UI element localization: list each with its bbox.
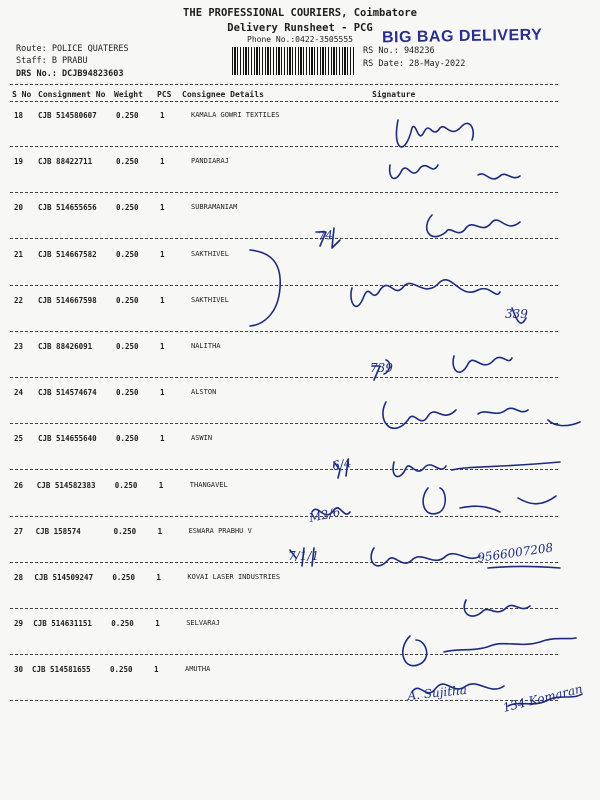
column-header-consignee: Consignee Details [182, 90, 264, 99]
row-divider [10, 516, 558, 517]
row-divider [10, 423, 558, 424]
row-weight: 0.250 [111, 619, 134, 629]
handwritten-note: A. Sujitha [406, 682, 468, 703]
row-divider [10, 285, 558, 286]
row-consignment-no: CJB 514655656 [38, 203, 97, 213]
row-consignee: SELVARAJ [186, 619, 220, 628]
handwritten-note: 739 [370, 361, 393, 375]
column-header-consignment: Consignment No [38, 90, 106, 99]
row-weight: 0.250 [112, 573, 135, 582]
staff-label: Staff: B PRABU [16, 56, 88, 66]
row-pcs: 1 [160, 342, 165, 351]
row-sno: 27 [14, 526, 24, 536]
row-pcs: 1 [160, 203, 165, 213]
row-weight: 0.250 [114, 480, 138, 490]
row-weight: 0.250 [116, 249, 139, 259]
table-row [0, 293, 600, 341]
barcode-image [232, 47, 354, 75]
row-pcs: 1 [160, 249, 165, 259]
row-consignment-no: CJB 514574674 [38, 388, 97, 398]
row-pcs: 1 [160, 434, 165, 444]
handwritten-note: M2/6 [307, 504, 342, 525]
row-sno: 25 [14, 434, 24, 444]
row-pcs: 1 [160, 295, 165, 305]
handwritten-note: 74 [317, 227, 334, 243]
row-consignment-no: CJB 514667582 [38, 249, 97, 259]
runsheet-meta-left [16, 43, 129, 80]
row-consignee: SAKTHIVEL [191, 295, 229, 304]
table-row [0, 524, 600, 572]
row-weight: 0.250 [116, 434, 139, 444]
row-weight: 0.250 [116, 295, 139, 305]
row-consignee: AMUTHA [185, 665, 211, 674]
handwritten-note: 9566007208 [476, 540, 555, 565]
table-row [0, 247, 600, 295]
table-row [0, 108, 600, 156]
row-consignee: THANGAVEL [189, 480, 228, 489]
row-consignment-no: CJB 158574 [35, 526, 81, 536]
row-consignment-no: CJB 514631151 [33, 619, 92, 629]
row-consignee: KOVAI LASER INDUSTRIES [187, 573, 281, 581]
phone-number: Phone No.:0422-3505555 [247, 35, 353, 44]
row-divider [10, 331, 558, 332]
row-sno: 28 [14, 573, 24, 582]
row-consignee: KAMALA GOWRI TEXTILES [191, 111, 280, 119]
row-weight: 0.250 [116, 111, 139, 120]
runsheet-meta-right [363, 45, 465, 71]
row-pcs: 1 [157, 526, 163, 536]
row-sno: 21 [14, 249, 24, 259]
runsheet-title: Delivery Runsheet - PCG [227, 22, 373, 34]
row-sno: 19 [14, 157, 24, 167]
row-sno: 23 [14, 342, 24, 351]
row-divider [10, 377, 558, 378]
row-consignment-no: CJB 514580607 [38, 111, 97, 120]
row-consignee: SUBRAMANIAM [191, 203, 238, 212]
row-consignee: ALSTON [191, 388, 217, 397]
row-consignment-no: CJB 514509247 [34, 573, 94, 582]
row-sno: 29 [14, 619, 24, 629]
row-sno: 24 [14, 388, 24, 398]
row-sno: 22 [14, 295, 24, 305]
row-pcs: 1 [155, 619, 160, 629]
row-divider [10, 654, 558, 655]
rs-number: RS No.: 948236 [363, 46, 435, 56]
row-weight: 0.250 [110, 665, 133, 675]
row-pcs: 1 [160, 388, 165, 398]
column-header-signature: Signature [372, 90, 416, 99]
handwritten-note: 6/4 [331, 455, 353, 473]
row-sno: 18 [14, 111, 24, 120]
row-weight: 0.250 [116, 342, 139, 351]
rs-date: RS Date: 28-May-2022 [363, 59, 466, 69]
row-consignment-no: CJB 514667598 [38, 295, 97, 305]
column-header-weight: Weight [114, 90, 143, 99]
row-consignee: NALITHA [191, 342, 221, 350]
row-divider [10, 562, 558, 563]
row-consignee: ESWARA PRABHU V [188, 526, 252, 535]
table-row [0, 154, 600, 202]
row-consignment-no: CJB 88426091 [38, 342, 93, 351]
row-weight: 0.250 [116, 157, 139, 167]
row-pcs: 1 [156, 573, 161, 582]
row-consignment-no: CJB 514581655 [32, 665, 91, 675]
table-row [0, 200, 600, 248]
row-sno: 26 [14, 480, 24, 490]
row-weight: 0.250 [116, 203, 139, 213]
handwritten-note: 339 [505, 307, 528, 321]
header-divider-top [10, 84, 558, 85]
row-sno: 20 [14, 203, 24, 213]
row-pcs: 1 [160, 111, 165, 120]
row-consignment-no: CJB 514582383 [36, 480, 96, 490]
big-bag-delivery-stamp: BIG BAG DELIVERY [381, 26, 543, 47]
row-sno: 30 [14, 665, 24, 675]
handwritten-note: 7/1/1 [288, 549, 319, 563]
table-row [0, 616, 600, 664]
table-row [0, 662, 600, 710]
row-consignee: PANDIARAJ [191, 157, 229, 166]
row-pcs: 1 [160, 157, 165, 167]
row-consignment-no: CJB 88422711 [38, 157, 93, 167]
row-divider [10, 238, 558, 239]
row-divider [10, 469, 558, 470]
company-name: THE PROFESSIONAL COURIERS, Coimbatore [183, 7, 417, 19]
row-consignee: ASWIN [191, 434, 213, 443]
row-pcs: 1 [158, 480, 164, 490]
row-consignee: SAKTHIVEL [191, 249, 229, 258]
column-header-pcs: PCS [157, 90, 172, 99]
row-divider [10, 700, 558, 701]
header-divider-bottom [10, 101, 558, 102]
column-header-sno: S No [12, 90, 32, 99]
row-weight: 0.250 [116, 388, 139, 398]
row-pcs: 1 [154, 665, 159, 675]
handwritten-note: 134 Komaran [501, 681, 585, 715]
drs-number: DRS No.: DCJB94823603 [16, 69, 124, 79]
table-row [0, 385, 600, 433]
table-row [0, 570, 600, 618]
row-consignment-no: CJB 514655640 [38, 434, 97, 444]
row-weight: 0.250 [113, 526, 137, 536]
table-row [0, 339, 600, 387]
row-divider [10, 608, 558, 609]
row-divider [10, 146, 558, 147]
table-row [0, 431, 600, 479]
row-divider [10, 192, 558, 193]
table-row [0, 478, 600, 526]
route-label: Route: POLICE QUATERES [16, 44, 129, 54]
